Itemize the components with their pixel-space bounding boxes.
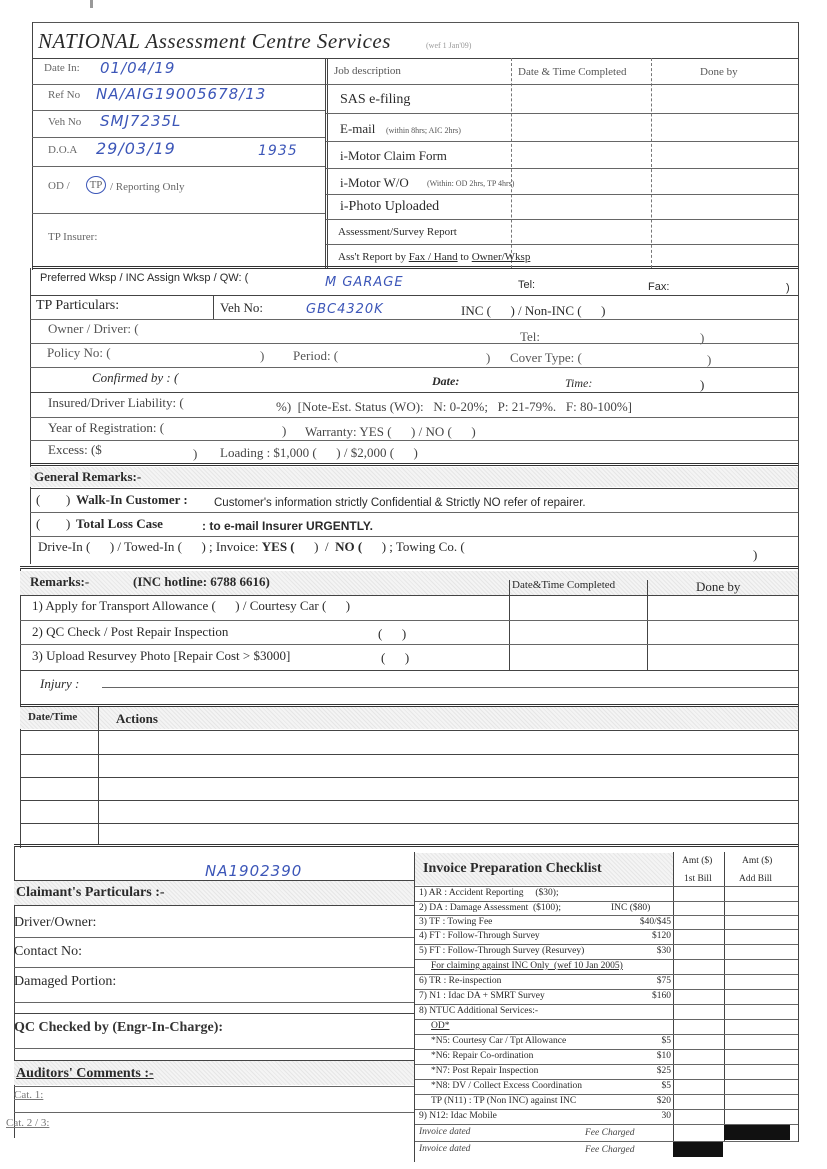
claimant-contact-field[interactable]: Contact No: bbox=[14, 944, 83, 959]
claimant-driver-owner-field[interactable]: Driver/Owner: bbox=[14, 915, 97, 930]
invoice-row-extra: INC ($80) bbox=[611, 903, 651, 913]
invoice-row[interactable] bbox=[415, 930, 798, 944]
invoice-row[interactable] bbox=[415, 960, 798, 974]
tp-circled-option[interactable]: TP bbox=[86, 176, 106, 194]
col-add-bill-header-a: Amt ($) bbox=[742, 856, 773, 866]
doa-time-value: 1935 bbox=[258, 143, 298, 159]
invoice-row-amount: $30 bbox=[656, 946, 671, 956]
actions-row[interactable] bbox=[20, 731, 798, 754]
invoice-row-label: *N7: Post Repair Inspection bbox=[431, 1066, 539, 1076]
actions-row[interactable] bbox=[20, 801, 798, 823]
invoice-row-label: For claiming against INC Only (wef 10 Jan 2005) bbox=[431, 961, 623, 971]
tp-veh-no-value: GBC4320K bbox=[306, 302, 384, 317]
workshop-value: M GARAGE bbox=[325, 275, 404, 290]
invoice-row[interactable] bbox=[415, 1005, 798, 1019]
col-1st-bill-header-b: 1st Bill bbox=[684, 874, 712, 884]
invoice-row-amount: $10 bbox=[656, 1051, 671, 1061]
invoice-row-label: 9) N12: Idac Mobile bbox=[419, 1111, 497, 1121]
doa-date-value: 29/03/19 bbox=[96, 139, 176, 158]
invoice-row[interactable] bbox=[415, 1095, 798, 1109]
invoice-row-label: *N8: DV / Collect Excess Coordination bbox=[431, 1081, 583, 1091]
date-in-value: 01/04/19 bbox=[100, 59, 176, 77]
invoice-row[interactable] bbox=[415, 887, 798, 901]
tp-particulars-label: TP Particulars: bbox=[36, 298, 120, 313]
invoice-row-label: 6) TR : Re-inspection bbox=[419, 976, 502, 986]
invoice-row-amount: $40/$45 bbox=[639, 917, 671, 927]
form-version: (wef 1 Jan'09) bbox=[426, 41, 472, 50]
invoice-row[interactable] bbox=[415, 990, 798, 1004]
actions-row[interactable] bbox=[20, 824, 798, 844]
claimant-handwritten-ref: NA1902390 bbox=[205, 862, 303, 880]
invoice-row[interactable] bbox=[415, 902, 798, 916]
invoice-row[interactable] bbox=[415, 1050, 798, 1064]
actions-header: Date/Time Actions bbox=[20, 707, 798, 729]
form-header bbox=[32, 22, 798, 58]
auditor-cat23-field[interactable]: Cat. 2 / 3: bbox=[6, 1117, 50, 1129]
invoice-row-label: 8) NTUC Additional Services:- bbox=[419, 1006, 538, 1016]
scan-mark bbox=[90, 0, 93, 8]
invoice-row-amount: $5 bbox=[661, 1036, 671, 1046]
invoice-row-label: 2) DA : Damage Assessment ($100); bbox=[419, 903, 561, 913]
auditors-header: Auditors' Comments :- bbox=[14, 1061, 414, 1085]
invoice-row-label: 7) N1 : Idac DA + SMRT Survey bbox=[419, 991, 545, 1001]
invoice-row-label: 4) FT : Follow-Through Survey bbox=[419, 931, 540, 941]
invoice-row-amount: $160 bbox=[652, 991, 671, 1001]
general-remarks-header: General Remarks:- bbox=[30, 467, 798, 487]
col-add-bill-header-b: Add Bill bbox=[739, 874, 772, 884]
invoice-row[interactable] bbox=[415, 1035, 798, 1049]
invoice-row-label: *N6: Repair Co-ordination bbox=[431, 1051, 534, 1061]
invoice-row[interactable] bbox=[415, 975, 798, 989]
invoice-row[interactable] bbox=[415, 1065, 798, 1079]
redacted-block bbox=[724, 1125, 790, 1140]
invoice-header: Invoice Preparation Checklist bbox=[415, 853, 673, 885]
redacted-block bbox=[673, 1142, 723, 1157]
invoice-row[interactable] bbox=[415, 1080, 798, 1094]
invoice-row-label: 3) TF : Towing Fee bbox=[419, 917, 493, 927]
invoice-row-label: 5) FT : Follow-Through Survey (Resurvey) bbox=[419, 946, 585, 956]
invoice-row-amount: $120 bbox=[652, 931, 671, 941]
form-title: NATIONAL Assessment Centre Services bbox=[38, 29, 391, 53]
actions-row[interactable] bbox=[20, 778, 798, 800]
claimant-header: Claimant's Particulars :- bbox=[14, 881, 414, 905]
invoice-row-label: OD* bbox=[431, 1021, 450, 1031]
invoice-row[interactable] bbox=[415, 1020, 798, 1034]
invoice-row-amount: $20 bbox=[656, 1096, 671, 1106]
actions-row[interactable] bbox=[20, 755, 798, 777]
ref-no-value: NA/AIG19005678/13 bbox=[96, 85, 267, 103]
auditor-cat1-field[interactable]: Cat. 1: bbox=[14, 1089, 44, 1101]
remarks-header: Remarks:- (INC hotline: 6788 6616) Date&Time Completed Done by bbox=[20, 571, 798, 595]
qc-checked-by-field[interactable]: QC Checked by (Engr-In-Charge): bbox=[14, 1020, 224, 1035]
col-1st-bill-header-a: Amt ($) bbox=[682, 856, 713, 866]
invoice-row-label: TP (N11) : TP (Non INC) against INC bbox=[431, 1096, 577, 1106]
invoice-row-label: 1) AR : Accident Reporting ($30); bbox=[419, 888, 559, 898]
invoice-row-amount: $25 bbox=[656, 1066, 671, 1076]
claimant-damaged-portion-field[interactable]: Damaged Portion: bbox=[14, 974, 117, 989]
veh-no-value: SMJ7235L bbox=[100, 112, 182, 130]
inc-selector[interactable]: INC ( ) / Non-INC ( ) bbox=[461, 303, 606, 318]
invoice-row[interactable] bbox=[415, 916, 798, 930]
invoice-row-amount: $75 bbox=[656, 976, 671, 986]
invoice-row-amount: 30 bbox=[661, 1111, 671, 1121]
invoice-row[interactable] bbox=[415, 945, 798, 959]
invoice-row[interactable] bbox=[415, 1110, 798, 1124]
invoice-row-amount: $5 bbox=[661, 1081, 671, 1091]
invoice-row-label: *N5: Courtesy Car / Tpt Allowance bbox=[431, 1036, 567, 1046]
